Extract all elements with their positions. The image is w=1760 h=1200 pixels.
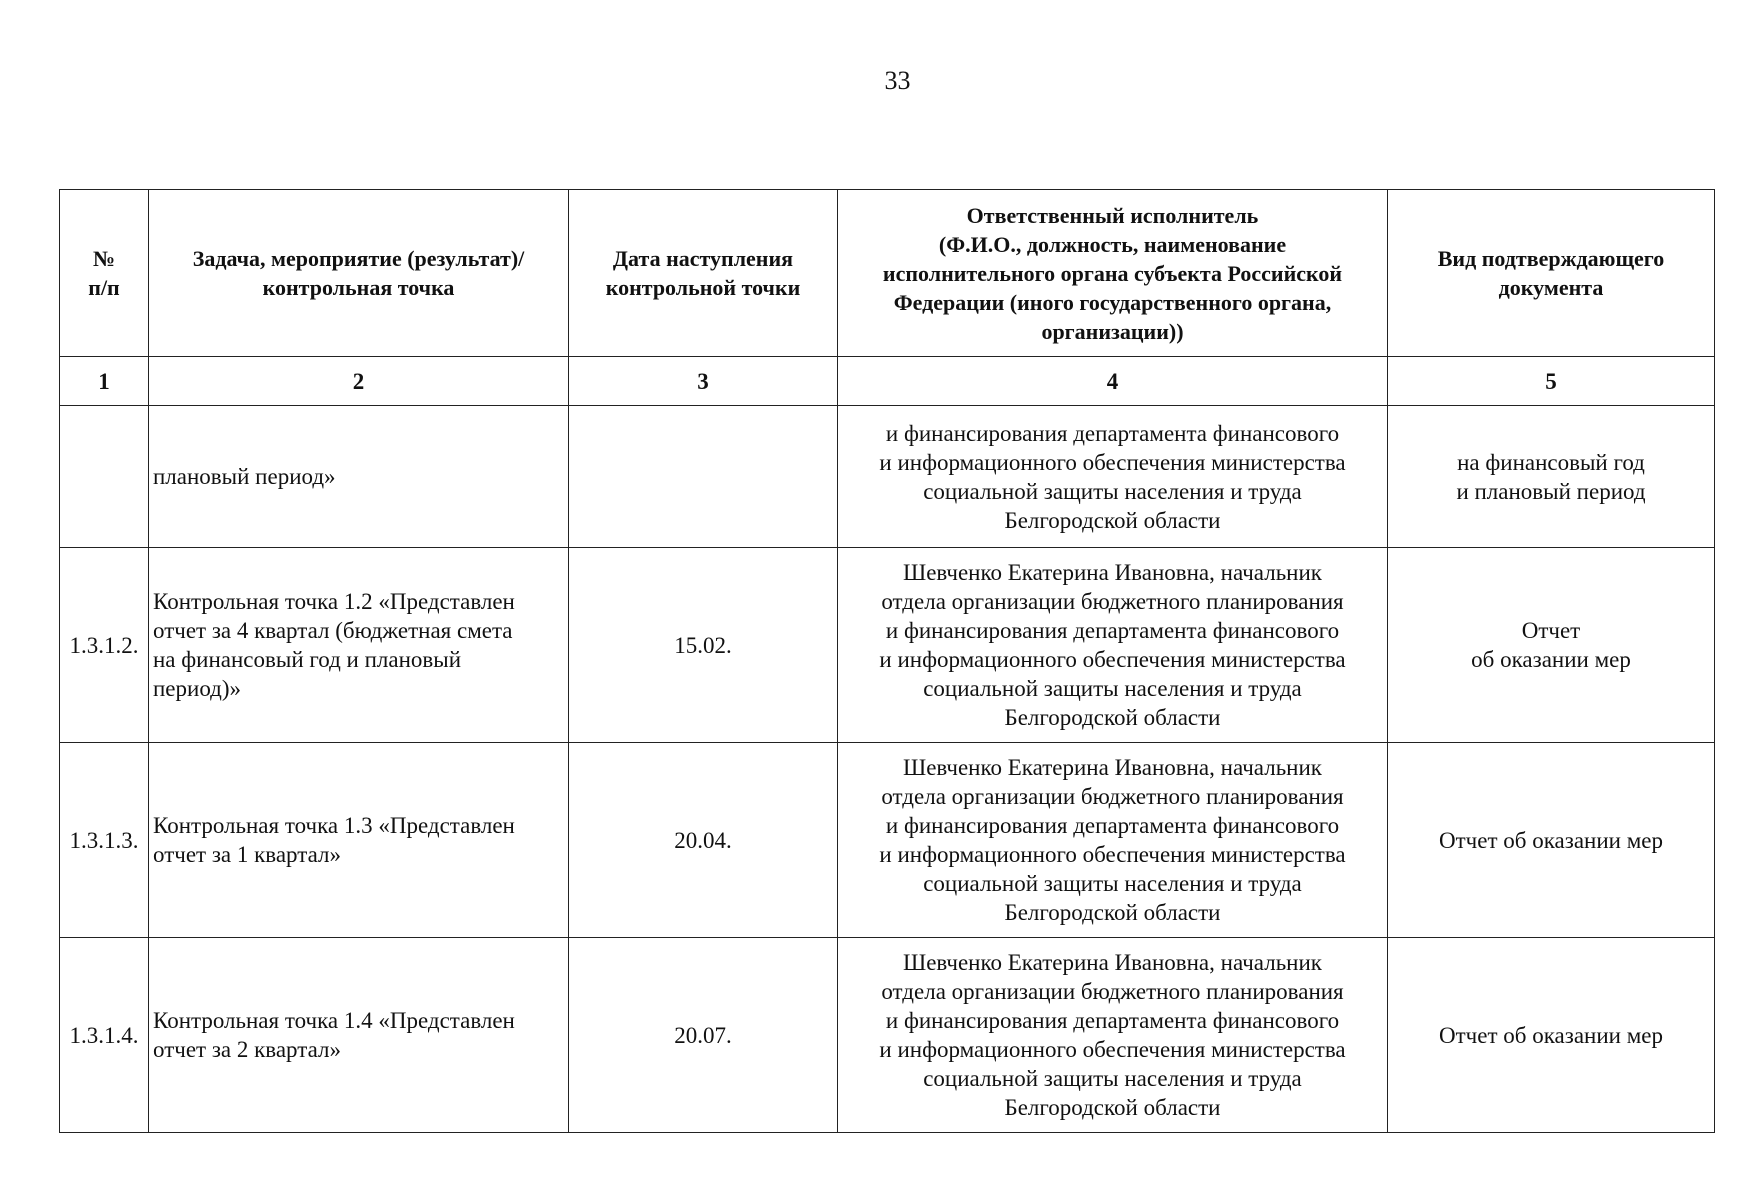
column-number-row (60, 357, 1715, 406)
header-number: № п/п (60, 190, 149, 357)
column-number: 3 (569, 357, 838, 406)
row-responsible: Шевченко Екатерина Ивановна, начальник отдела организации бюджетного планирования и финансирования департамента финансового и информационного обеспечения министерства социальной защиты населения и труда Белгородской области (838, 938, 1388, 1133)
table-row (60, 406, 1715, 548)
row-task: Контрольная точка 1.3 «Представлен отчет за 1 квартал» (149, 743, 569, 938)
table-header-row (60, 190, 1715, 357)
row-date: 20.04. (569, 743, 838, 938)
header-task: Задача, мероприятие (результат)/ контрольная точка (149, 190, 569, 357)
row-document: на финансовый год и плановый период (1388, 406, 1715, 548)
row-responsible: Шевченко Екатерина Ивановна, начальник отдела организации бюджетного планирования и финансирования департамента финансового и информационного обеспечения министерства социальной защиты населения и труда Белгородской области (838, 548, 1388, 743)
header-date: Дата наступления контрольной точки (569, 190, 838, 357)
page-number: 33 (884, 66, 911, 95)
row-date: 20.07. (569, 938, 838, 1133)
row-date: 15.02. (569, 548, 838, 743)
row-document: Отчет об оказании мер (1388, 938, 1715, 1133)
row-date (569, 406, 838, 548)
row-task: Контрольная точка 1.2 «Представлен отчет за 4 квартал (бюджетная смета на финансовый год и плановый период)» (149, 548, 569, 743)
column-number: 2 (149, 357, 569, 406)
header-document: Вид подтверждающего документа (1388, 190, 1715, 357)
row-task: плановый период» (149, 406, 569, 548)
row-document: Отчет об оказании мер (1388, 743, 1715, 938)
column-number: 4 (838, 357, 1388, 406)
row-number: 1.3.1.4. (60, 938, 149, 1133)
row-task: Контрольная точка 1.4 «Представлен отчет за 2 квартал» (149, 938, 569, 1133)
column-number: 5 (1388, 357, 1715, 406)
row-number: 1.3.1.2. (60, 548, 149, 743)
table-row (60, 548, 1715, 743)
table-row (60, 938, 1715, 1133)
row-responsible: и финансирования департамента финансового и информационного обеспечения министерства социальной защиты населения и труда Белгородской области (838, 406, 1388, 548)
table-row (60, 743, 1715, 938)
column-number: 1 (60, 357, 149, 406)
row-number: 1.3.1.3. (60, 743, 149, 938)
header-responsible: Ответственный исполнитель (Ф.И.О., должность, наименование исполнительного органа субъекта Российской Федерации (иного государственного органа, организации)) (838, 190, 1388, 357)
row-responsible: Шевченко Екатерина Ивановна, начальник отдела организации бюджетного планирования и финансирования департамента финансового и информационного обеспечения министерства социальной защиты населения и труда Белгородской области (838, 743, 1388, 938)
row-number (60, 406, 149, 548)
row-document: Отчет об оказании мер (1388, 548, 1715, 743)
control-points-table (59, 189, 1715, 1133)
